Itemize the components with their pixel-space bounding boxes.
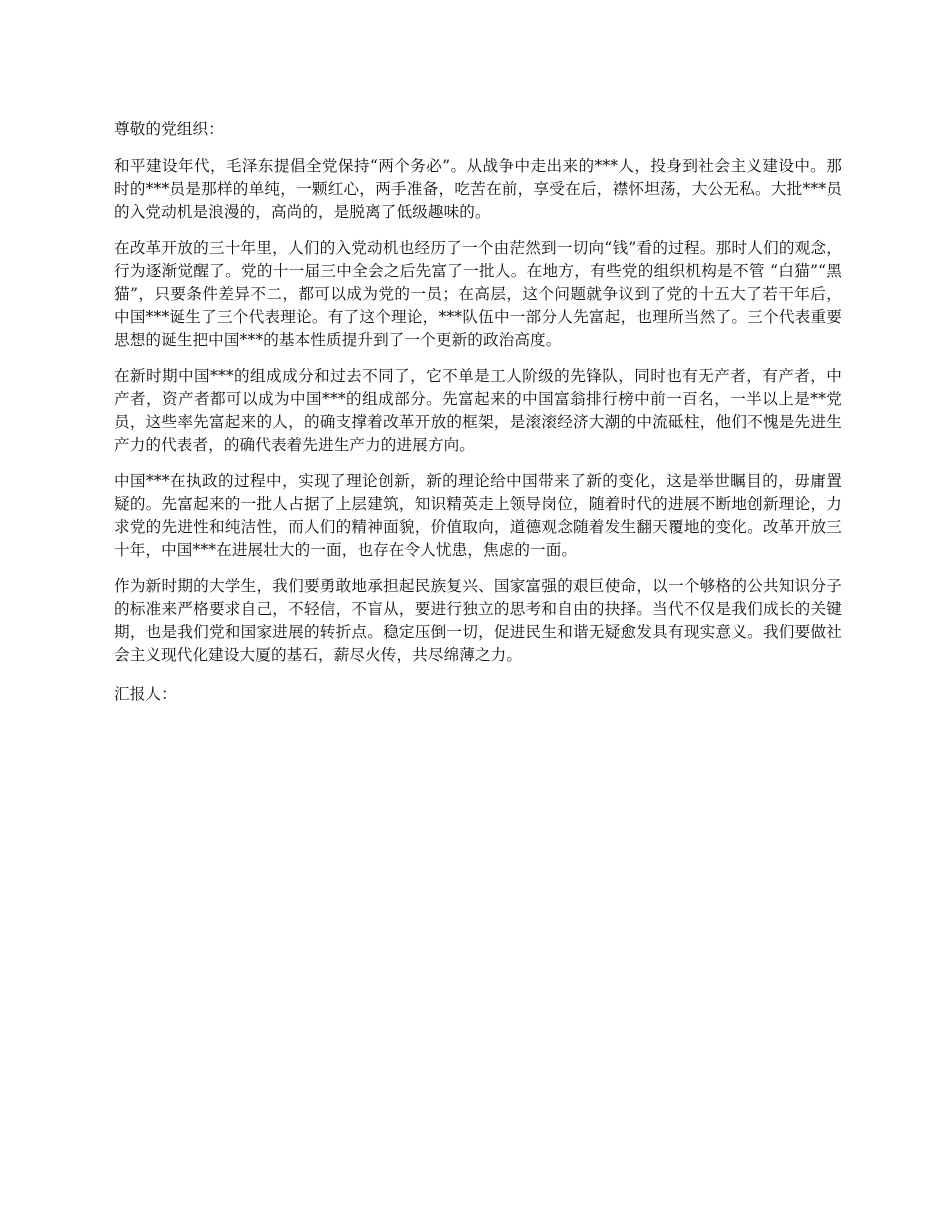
paragraph-1: 和平建设年代，毛泽东提倡全党保持“两个务必”。从战争中走出来的***人，投身到社会主义建设中。那时的***员是那样的单纯，一颗红心，两手准备，吃苦在前，享受在后，襟怀坦荡，大公无私。大批***员的入党动机是浪漫的，高尚的，是脱离了低级趣味的。: [114, 157, 842, 221]
paragraph-2: 在改革开放的三十年里，人们的入党动机也经历了一个由茫然到一切向“钱”看的过程。那时人们的观念，行为逐渐觉醒了。党的十一届三中全会之后先富了一批人。在地方，有些党的组织机构是不管 “白猫”“黑猫”，只要条件差异不二，都可以成为党的一员；在高层，这个问题就争议到了党的十五大了若干年后，中国***诞生了三个代表理论。有了这个理论，***队伍中一部分人先富起，也理所当然了。三个代表重要思想的诞生把中国***的基本性质提升到了一个更新的政治高度。: [114, 239, 842, 349]
paragraph-4: 中国***在执政的过程中，实现了理论创新，新的理论给中国带来了新的变化，这是举世瞩目的，毋庸置疑的。先富起来的一批人占据了上层建筑，知识精英走上领导岗位，随着时代的进展不断地创新理论，力求党的先进性和纯洁性，而人们的精神面貌，价值取向，道德观念随着发生翻天覆地的变化。改革开放三十年，中国***在进展壮大的一面，也存在令人忧患，焦虑的一面。: [114, 472, 842, 559]
document-page: [114, 118, 842, 706]
paragraph-5: 作为新时期的大学生，我们要勇敢地承担起民族复兴、国家富强的艰巨使命，以一个够格的公共知识分子的标准来严格要求自己，不轻信，不盲从，要进行独立的思考和自由的抉择。当代不仅是我们成长的关键期，也是我们党和国家进展的转折点。稳定压倒一切，促进民生和谐无疑愈发具有现实意义。我们要做社会主义现代化建设大厦的基石，薪尽火传，共尽绵薄之力。: [114, 577, 842, 664]
paragraph-3: 在新时期中国***的组成成分和过去不同了，它不单是工人阶级的先锋队，同时也有无产者，有产者，中产者，资产者都可以成为中国***的组成部分。先富起来的中国富翁排行榜中前一百名，一半以上是**党员，这些率先富起来的人，的确支撑着改革开放的框架，是滚滚经济大潮的中流砥柱，他们不愧是先进生产力的代表者，的确代表着先进生产力的进展方向。: [114, 367, 842, 454]
signature: 汇报人：: [114, 685, 177, 703]
salutation: 尊敬的党组织：: [114, 120, 224, 138]
